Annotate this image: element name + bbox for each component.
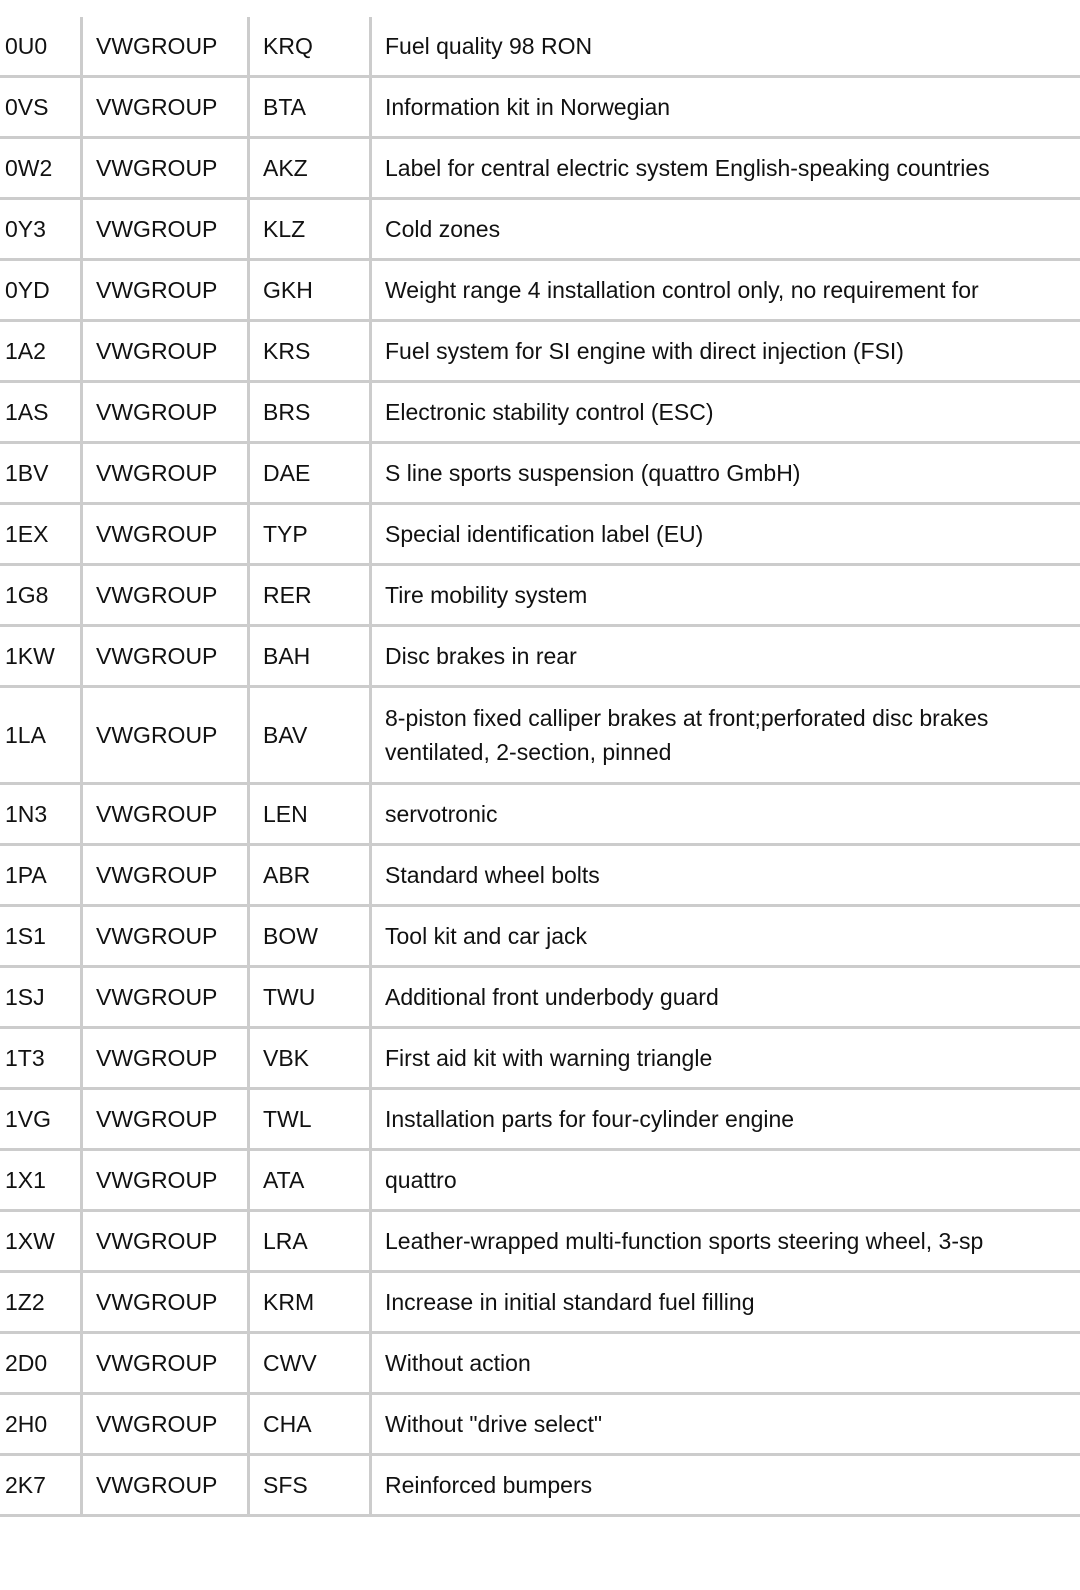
description-cell: quattro (371, 1150, 1080, 1211)
description-cell: Special identification label (EU) (371, 504, 1080, 565)
family-cell: TWL (249, 1089, 371, 1150)
description-cell: S line sports suspension (quattro GmbH) (371, 443, 1080, 504)
table-row (0, 784, 1080, 845)
family-cell: GKH (249, 260, 371, 321)
description-cell: Fuel quality 98 RON (371, 17, 1080, 77)
code-cell: 1A2 (0, 321, 82, 382)
code-cell: 1XW (0, 1211, 82, 1272)
description-cell: Cold zones (371, 199, 1080, 260)
brand-cell: VWGROUP (82, 626, 249, 687)
description-cell (371, 687, 1080, 784)
family-cell: TWU (249, 967, 371, 1028)
brand-cell: VWGROUP (82, 382, 249, 443)
brand-cell: VWGROUP (82, 906, 249, 967)
table-row (0, 1150, 1080, 1211)
brand-cell: VWGROUP (82, 687, 249, 784)
code-cell: 0Y3 (0, 199, 82, 260)
pr-codes-table (0, 17, 1080, 1517)
brand-cell: VWGROUP (82, 443, 249, 504)
description-cell: Tire mobility system (371, 565, 1080, 626)
family-cell: RER (249, 565, 371, 626)
pr-codes-table-body (0, 17, 1080, 1516)
brand-cell: VWGROUP (82, 138, 249, 199)
description-cell: Installation parts for four-cylinder engine (371, 1089, 1080, 1150)
table-row (0, 321, 1080, 382)
table-row (0, 199, 1080, 260)
family-cell: BOW (249, 906, 371, 967)
family-cell: ATA (249, 1150, 371, 1211)
family-cell: LRA (249, 1211, 371, 1272)
brand-cell: VWGROUP (82, 199, 249, 260)
brand-cell: VWGROUP (82, 504, 249, 565)
table-row (0, 626, 1080, 687)
family-cell: BAV (249, 687, 371, 784)
code-cell: 0W2 (0, 138, 82, 199)
brand-cell: VWGROUP (82, 1394, 249, 1455)
family-cell: TYP (249, 504, 371, 565)
description-cell: First aid kit with warning triangle (371, 1028, 1080, 1089)
brand-cell: VWGROUP (82, 77, 249, 138)
code-cell: 1VG (0, 1089, 82, 1150)
brand-cell: VWGROUP (82, 260, 249, 321)
table-row (0, 967, 1080, 1028)
brand-cell: VWGROUP (82, 321, 249, 382)
brand-cell: VWGROUP (82, 967, 249, 1028)
family-cell: AKZ (249, 138, 371, 199)
table-row (0, 906, 1080, 967)
description-cell: Additional front underbody guard (371, 967, 1080, 1028)
table-row (0, 260, 1080, 321)
code-cell: 0U0 (0, 17, 82, 77)
brand-cell: VWGROUP (82, 565, 249, 626)
table-row (0, 1333, 1080, 1394)
table-row (0, 77, 1080, 138)
code-cell: 0YD (0, 260, 82, 321)
table-row (0, 504, 1080, 565)
family-cell: BRS (249, 382, 371, 443)
table-row (0, 1272, 1080, 1333)
code-cell: 1G8 (0, 565, 82, 626)
code-cell: 1T3 (0, 1028, 82, 1089)
code-cell: 0VS (0, 77, 82, 138)
table-row (0, 565, 1080, 626)
code-cell: 1EX (0, 504, 82, 565)
family-cell: BAH (249, 626, 371, 687)
brand-cell: VWGROUP (82, 1150, 249, 1211)
family-cell: CWV (249, 1333, 371, 1394)
code-cell: 2H0 (0, 1394, 82, 1455)
description-cell: Information kit in Norwegian (371, 77, 1080, 138)
description-cell: Standard wheel bolts (371, 845, 1080, 906)
table-row (0, 845, 1080, 906)
table-row (0, 17, 1080, 77)
brand-cell: VWGROUP (82, 1455, 249, 1516)
description-cell: Reinforced bumpers (371, 1455, 1080, 1516)
description-text: 8-piston fixed calliper brakes at front;perforated disc brakes ventilated, 2-section, pinned (385, 705, 989, 765)
description-cell: Increase in initial standard fuel filling (371, 1272, 1080, 1333)
brand-cell: VWGROUP (82, 1028, 249, 1089)
code-cell: 1X1 (0, 1150, 82, 1211)
family-cell: ABR (249, 845, 371, 906)
description-cell: Without action (371, 1333, 1080, 1394)
table-row (0, 1089, 1080, 1150)
brand-cell: VWGROUP (82, 1272, 249, 1333)
code-cell: 1Z2 (0, 1272, 82, 1333)
description-cell: Fuel system for SI engine with direct injection (FSI) (371, 321, 1080, 382)
description-cell: Disc brakes in rear (371, 626, 1080, 687)
table-row (0, 382, 1080, 443)
code-cell: 1LA (0, 687, 82, 784)
brand-cell: VWGROUP (82, 1333, 249, 1394)
family-cell: LEN (249, 784, 371, 845)
family-cell: KRS (249, 321, 371, 382)
table-row (0, 1028, 1080, 1089)
description-cell: Without "drive select" (371, 1394, 1080, 1455)
family-cell: KRM (249, 1272, 371, 1333)
family-cell: CHA (249, 1394, 371, 1455)
brand-cell: VWGROUP (82, 1211, 249, 1272)
description-cell: Electronic stability control (ESC) (371, 382, 1080, 443)
code-cell: 1AS (0, 382, 82, 443)
code-cell: 2K7 (0, 1455, 82, 1516)
code-cell: 1PA (0, 845, 82, 906)
brand-cell: VWGROUP (82, 17, 249, 77)
code-cell: 1SJ (0, 967, 82, 1028)
description-cell: servotronic (371, 784, 1080, 845)
family-cell: DAE (249, 443, 371, 504)
description-cell: Label for central electric system English-speaking countries (371, 138, 1080, 199)
family-cell: KRQ (249, 17, 371, 77)
description-cell: Weight range 4 installation control only, no requirement for (371, 260, 1080, 321)
code-cell: 1KW (0, 626, 82, 687)
family-cell: SFS (249, 1455, 371, 1516)
code-cell: 2D0 (0, 1333, 82, 1394)
description-cell: Leather-wrapped multi-function sports steering wheel, 3-sp (371, 1211, 1080, 1272)
brand-cell: VWGROUP (82, 1089, 249, 1150)
table-row (0, 1455, 1080, 1516)
brand-cell: VWGROUP (82, 845, 249, 906)
table-row (0, 1211, 1080, 1272)
code-cell: 1S1 (0, 906, 82, 967)
table-row (0, 687, 1080, 784)
code-cell: 1BV (0, 443, 82, 504)
brand-cell: VWGROUP (82, 784, 249, 845)
description-cell: Tool kit and car jack (371, 906, 1080, 967)
pr-codes-table-container (0, 17, 1080, 1517)
family-cell: VBK (249, 1028, 371, 1089)
table-row (0, 443, 1080, 504)
table-row (0, 138, 1080, 199)
table-row (0, 1394, 1080, 1455)
code-cell: 1N3 (0, 784, 82, 845)
family-cell: KLZ (249, 199, 371, 260)
family-cell: BTA (249, 77, 371, 138)
